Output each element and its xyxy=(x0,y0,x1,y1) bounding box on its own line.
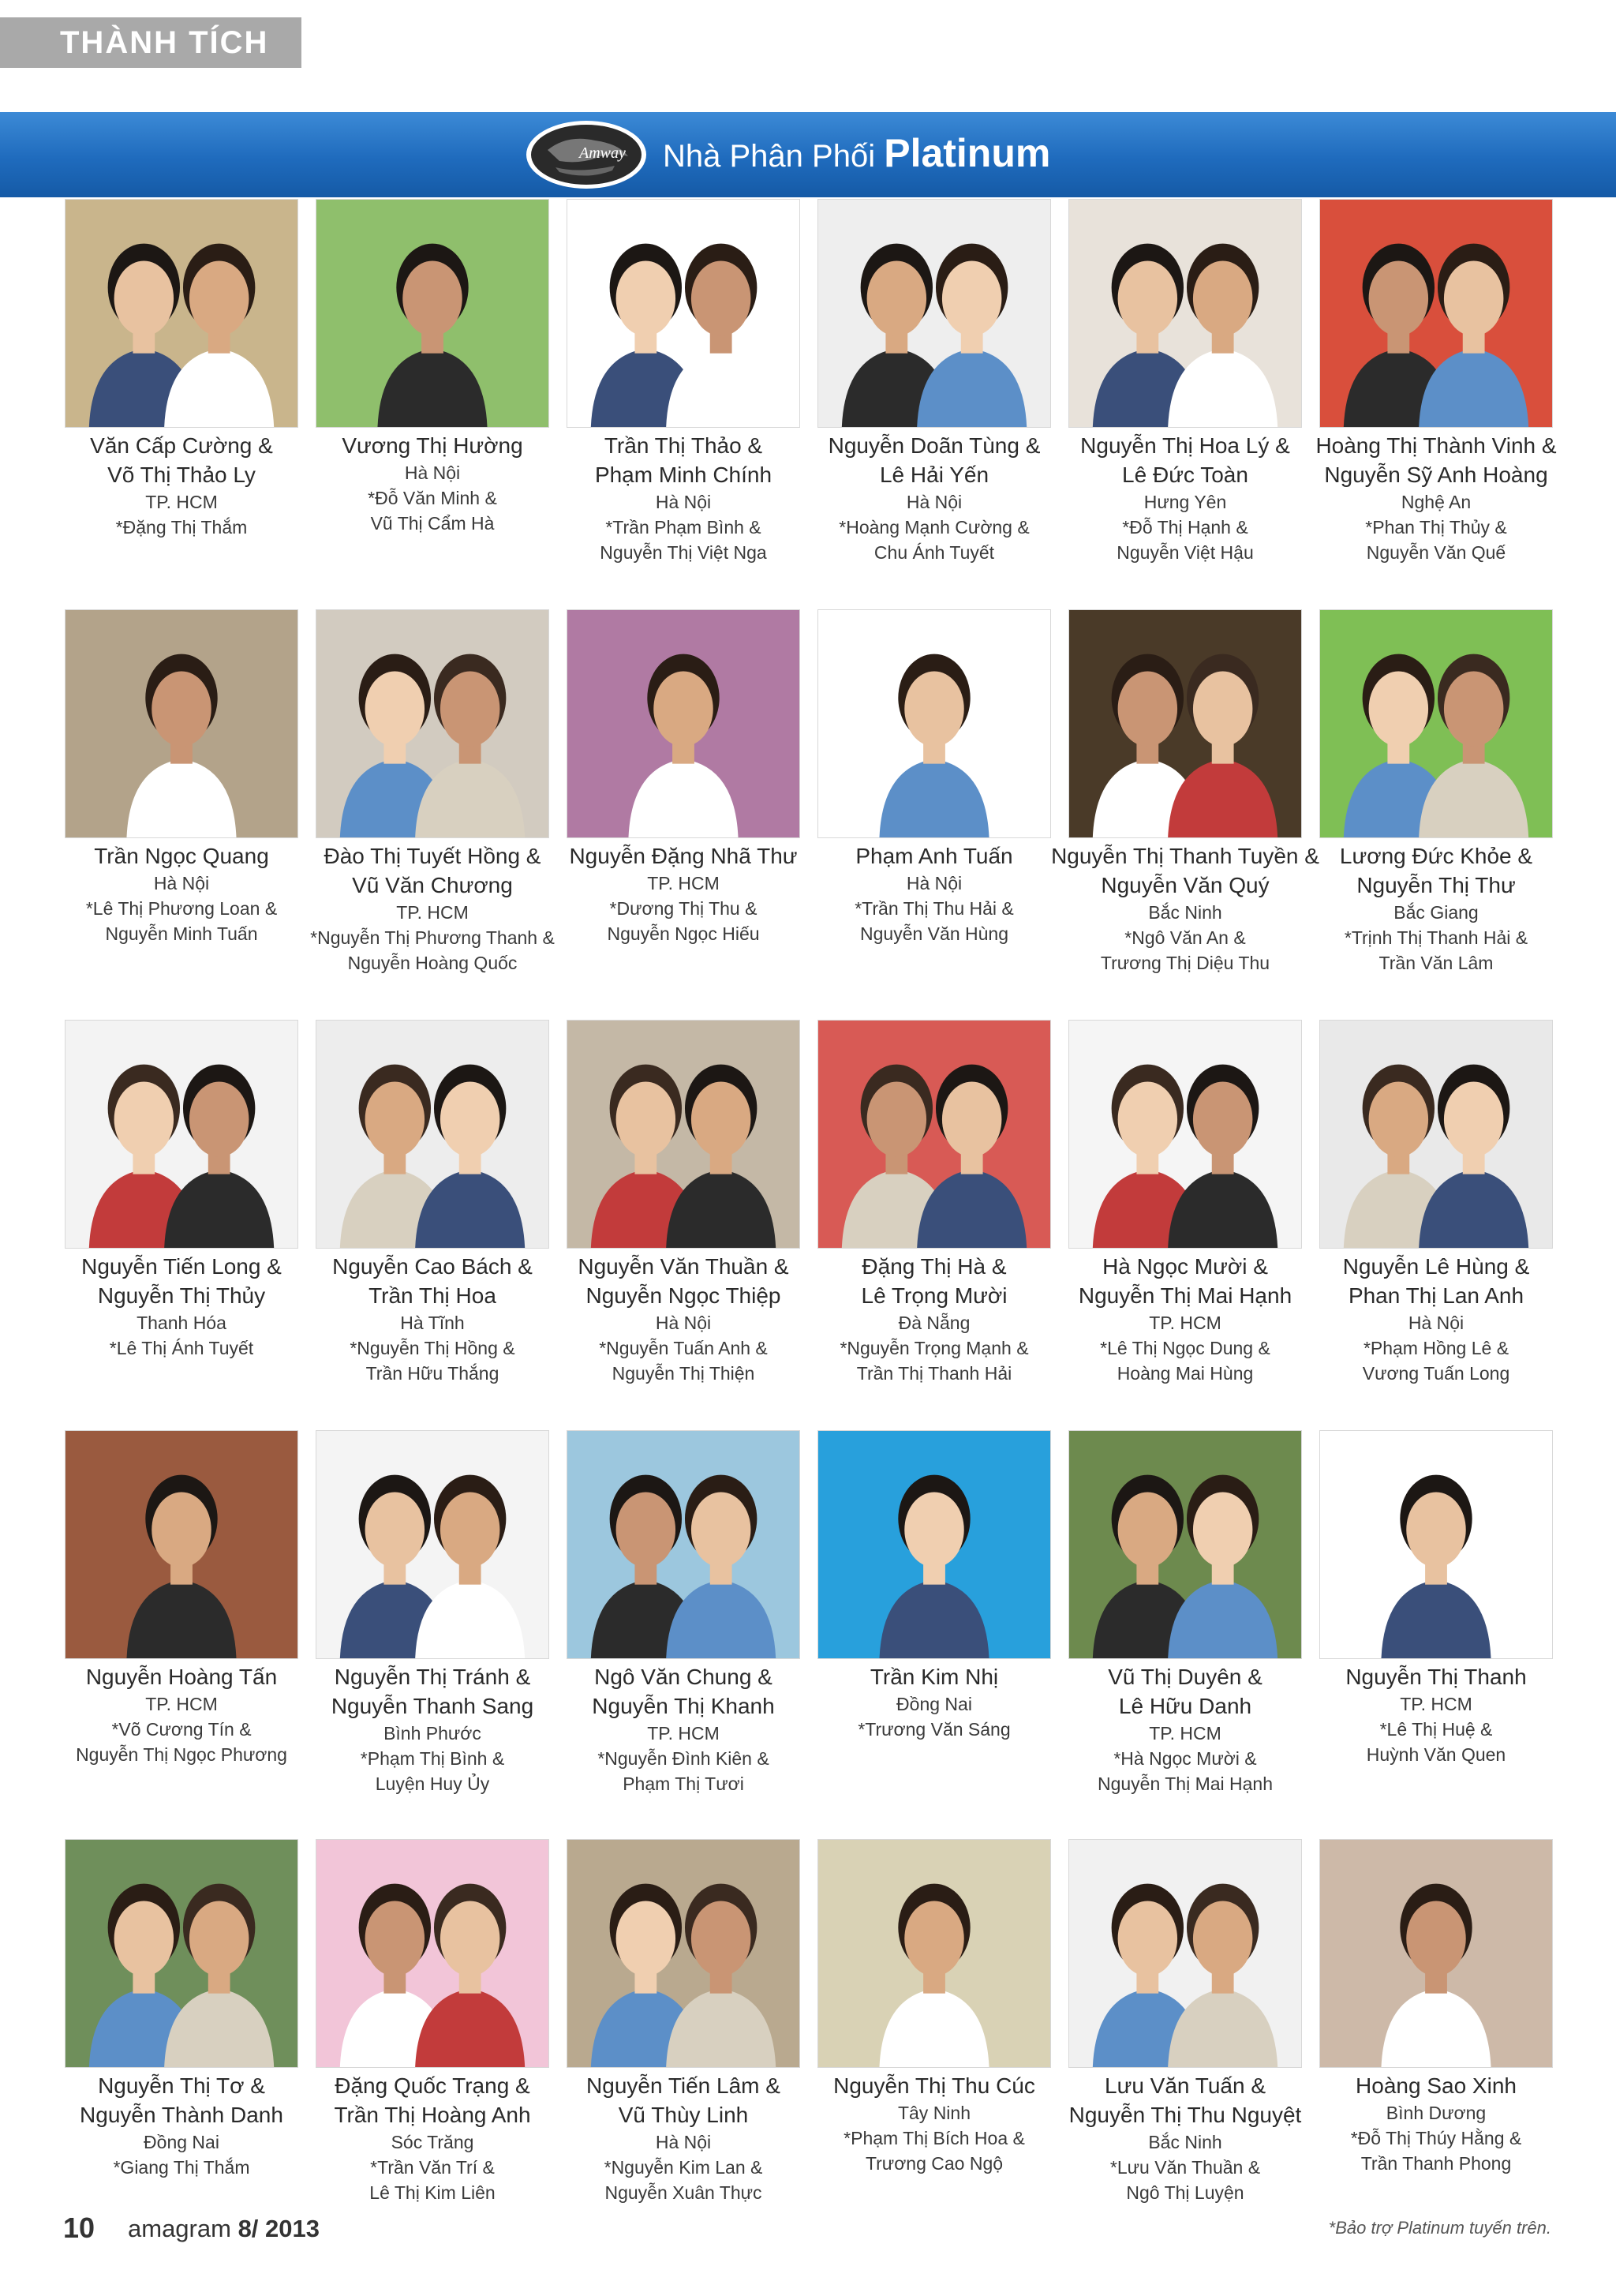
distributor-name: Nguyễn Thị Hoa Lý & xyxy=(1080,433,1290,458)
sponsor-name: *Nguyễn Tuấn Anh & xyxy=(599,1338,768,1358)
distributor-location: Hà Nội xyxy=(1408,1313,1464,1333)
portrait-photo xyxy=(65,199,298,428)
portrait-photo xyxy=(1319,199,1553,428)
distributor-location: Hà Nội xyxy=(404,463,461,483)
distributor-location: Tây Ninh xyxy=(897,2103,971,2123)
sponsor-name: *Nguyễn Trọng Mạnh & xyxy=(840,1338,1029,1358)
distributor-name: Đặng Thị Hà & xyxy=(862,1254,1007,1279)
portrait-silhouette-icon xyxy=(1320,200,1552,427)
distributor-caption xyxy=(800,1252,1068,1386)
distributor-name: Nguyễn Thị Khanh xyxy=(592,1694,775,1718)
sponsor-name: Ngô Thị Luyện xyxy=(1126,2182,1244,2203)
distributor-name: Nguyễn Hoàng Tấn xyxy=(85,1665,278,1689)
distributor-name: Nguyễn Thị Thu Cúc xyxy=(833,2073,1035,2098)
portrait-photo xyxy=(817,1839,1051,2068)
sponsor-name: Nguyễn Ngọc Hiếu xyxy=(607,923,760,944)
portrait-photo xyxy=(567,609,800,838)
sponsor-name: *Đỗ Văn Minh & xyxy=(368,488,497,508)
portrait-photo xyxy=(1068,1430,1302,1659)
distributor-name: Văn Cấp Cường & xyxy=(90,433,273,458)
sponsor-name: Vương Tuấn Long xyxy=(1362,1363,1510,1384)
distributor-location: TP. HCM xyxy=(145,1694,218,1714)
distributor-caption xyxy=(1302,841,1570,976)
distributor-caption xyxy=(1051,431,1319,565)
distributor-location: Hà Nội xyxy=(906,873,963,893)
portrait-photo xyxy=(65,1020,298,1249)
distributor-name: Trần Thị Thảo & xyxy=(604,433,763,458)
distributor-name: Nguyễn Thị Thủy xyxy=(97,1283,266,1308)
distributor-name: Lê Hữu Danh xyxy=(1118,1694,1252,1718)
sponsor-name: *Nguyễn Thị Phương Thanh & xyxy=(310,927,555,948)
distributor-caption xyxy=(800,1662,1068,1742)
distributor-name: Vũ Thùy Linh xyxy=(618,2103,749,2127)
portrait-silhouette-icon xyxy=(1320,610,1552,837)
sponsor-name: Trần Hữu Thắng xyxy=(365,1363,499,1384)
sponsor-name: Luyện Huy Ủy xyxy=(375,1774,490,1794)
distributor-location: Bình Dương xyxy=(1386,2103,1487,2123)
sponsor-name: *Lê Thị Ánh Tuyết xyxy=(109,1338,254,1358)
distributor-caption xyxy=(298,2071,567,2205)
sponsor-name: *Phạm Thị Bình & xyxy=(360,1748,505,1769)
footnote: *Bảo trợ Platinum tuyến trên. xyxy=(1328,2218,1551,2238)
sponsor-name: *Nguyễn Thị Hồng & xyxy=(350,1338,515,1358)
banner-title: Nhà Phân Phối Platinum xyxy=(663,131,1051,175)
portrait-silhouette-icon xyxy=(567,1840,799,2067)
distributor-name: Trần Thị Hoa xyxy=(368,1283,496,1308)
portrait-silhouette-icon xyxy=(65,1840,297,2067)
portrait-silhouette-icon xyxy=(316,1431,548,1658)
distributor-name: Đào Thị Tuyết Hồng & xyxy=(324,844,541,868)
distributor-location: Bắc Ninh xyxy=(1148,902,1222,923)
distributor-name: Nguyễn Ngọc Thiệp xyxy=(585,1283,781,1308)
distributor-caption xyxy=(298,841,567,976)
sponsor-name: Nguyễn Thị Mai Hạnh xyxy=(1097,1774,1274,1794)
portrait-silhouette-icon xyxy=(818,1431,1050,1658)
distributor-caption xyxy=(549,841,817,946)
distributor-location: Hà Nội xyxy=(153,873,210,893)
distributor-name: Võ Thị Thảo Ly xyxy=(107,463,256,487)
portrait-silhouette-icon xyxy=(65,1021,297,1248)
sponsor-name: *Dương Thị Thu & xyxy=(609,898,758,919)
distributor-caption xyxy=(1302,2071,1570,2176)
portrait-silhouette-icon xyxy=(1320,1431,1552,1658)
portrait-photo xyxy=(316,1430,549,1659)
portrait-silhouette-icon xyxy=(818,610,1050,837)
sponsor-name: Trần Thanh Phong xyxy=(1360,2153,1512,2174)
portrait-photo xyxy=(316,1020,549,1249)
portrait-photo xyxy=(65,1839,298,2068)
portrait-silhouette-icon xyxy=(567,610,799,837)
sponsor-name: Huỳnh Văn Quen xyxy=(1366,1744,1506,1765)
distributor-name: Vũ Văn Chương xyxy=(352,873,513,897)
distributor-name: Phạm Anh Tuấn xyxy=(855,844,1013,868)
distributor-location: TP. HCM xyxy=(647,873,720,893)
distributor-location: Hà Tĩnh xyxy=(400,1313,465,1333)
portrait-photo xyxy=(1068,1020,1302,1249)
sponsor-name: Trương Thị Diệu Thu xyxy=(1100,953,1270,973)
portrait-silhouette-icon xyxy=(1069,200,1301,427)
distributor-location: Hưng Yên xyxy=(1143,492,1227,512)
portrait-silhouette-icon xyxy=(818,1021,1050,1248)
distributor-name: Nguyễn Văn Thuần & xyxy=(578,1254,789,1279)
portrait-photo xyxy=(316,609,549,838)
portrait-silhouette-icon xyxy=(1320,1021,1552,1248)
sponsor-name: *Nguyễn Đình Kiên & xyxy=(597,1748,769,1769)
sponsor-name: Trương Cao Ngộ xyxy=(865,2153,1004,2174)
distributor-name: Nguyễn Cao Bách & xyxy=(332,1254,533,1279)
distributor-location: TP. HCM xyxy=(1400,1694,1472,1714)
distributor-name: Nguyễn Thị Thư xyxy=(1356,873,1516,897)
distributor-name: Lưu Văn Tuấn & xyxy=(1105,2073,1266,2098)
distributor-caption xyxy=(47,1252,316,1361)
sponsor-name: *Giang Thị Thắm xyxy=(113,2157,250,2178)
distributor-location: Hà Nội xyxy=(655,2132,712,2152)
sponsor-name: Nguyễn Minh Tuấn xyxy=(105,923,258,944)
portrait-photo xyxy=(1319,1430,1553,1659)
sponsor-name: *Lê Thị Huệ & xyxy=(1379,1719,1493,1740)
distributor-name: Nguyễn Tiến Long & xyxy=(81,1254,282,1279)
distributor-caption xyxy=(800,841,1068,946)
sponsor-name: *Phan Thị Thủy & xyxy=(1365,517,1507,537)
distributor-caption xyxy=(549,1662,817,1796)
distributor-name: Nguyễn Thị Tơ & xyxy=(98,2073,265,2098)
portrait-photo xyxy=(817,1020,1051,1249)
sponsor-name: *Hoàng Mạnh Cường & xyxy=(839,517,1030,537)
distributor-location: Nghệ An xyxy=(1401,492,1472,512)
portrait-photo xyxy=(1319,609,1553,838)
sponsor-name: Nguyễn Việt Hậu xyxy=(1117,542,1254,563)
distributor-location: TP. HCM xyxy=(396,902,469,923)
distributor-caption xyxy=(1302,1662,1570,1767)
sponsor-name: Nguyễn Hoàng Quốc xyxy=(347,953,518,973)
distributor-location: Hà Nội xyxy=(655,1313,712,1333)
distributor-name: Vương Thị Hường xyxy=(342,433,523,458)
platinum-banner xyxy=(0,112,1616,197)
portrait-silhouette-icon xyxy=(316,1021,548,1248)
svg-text:Amway: Amway xyxy=(579,144,626,162)
distributor-name: Trần Kim Nhị xyxy=(870,1665,999,1689)
portrait-photo xyxy=(567,1839,800,2068)
distributor-caption xyxy=(47,2071,316,2180)
distributor-caption xyxy=(800,431,1068,565)
sponsor-name: *Đỗ Thị Hạnh & xyxy=(1122,517,1248,537)
sponsor-name: *Lê Thị Phương Loan & xyxy=(85,898,278,919)
sponsor-name: Vũ Thị Cẩm Hà xyxy=(370,513,495,534)
distributor-name: Hà Ngọc Mười & xyxy=(1102,1254,1268,1279)
sponsor-name: *Trần Văn Trí & xyxy=(370,2157,495,2178)
distributor-caption xyxy=(1302,1252,1570,1386)
portrait-silhouette-icon xyxy=(316,1840,548,2067)
distributor-name: Hoàng Thị Thành Vinh & xyxy=(1315,433,1557,458)
sponsor-name: Lê Thị Kim Liên xyxy=(369,2182,496,2203)
distributor-caption xyxy=(549,1252,817,1386)
distributor-caption xyxy=(47,1662,316,1767)
portrait-photo xyxy=(1068,1839,1302,2068)
distributor-location: TP. HCM xyxy=(647,1723,720,1744)
distributor-name: Phan Thị Lan Anh xyxy=(1348,1283,1524,1308)
portrait-photo xyxy=(65,609,298,838)
sponsor-name: *Trịnh Thị Thanh Hải & xyxy=(1344,927,1528,948)
portrait-photo xyxy=(817,609,1051,838)
portrait-silhouette-icon xyxy=(65,610,297,837)
distributor-caption xyxy=(549,431,817,565)
distributor-location: Bắc Giang xyxy=(1393,902,1479,923)
sponsor-name: *Nguyễn Kim Lan & xyxy=(604,2157,763,2178)
distributor-name: Nguyễn Thị Thu Nguyệt xyxy=(1068,2103,1302,2127)
distributor-name: Đặng Quốc Trạng & xyxy=(335,2073,530,2098)
distributor-name: Nguyễn Doãn Tùng & xyxy=(828,433,1041,458)
distributor-location: Đồng Nai xyxy=(896,1694,972,1714)
portrait-silhouette-icon xyxy=(818,200,1050,427)
portrait-silhouette-icon xyxy=(1069,610,1301,837)
distributor-location: Đà Nẵng xyxy=(898,1313,971,1333)
sponsor-name: Chu Ánh Tuyết xyxy=(873,542,995,563)
distributor-location: Sóc Trăng xyxy=(391,2132,474,2152)
portrait-silhouette-icon xyxy=(1320,1840,1552,2067)
portrait-silhouette-icon xyxy=(316,610,548,837)
portrait-photo xyxy=(817,199,1051,428)
amway-globe-logo-icon xyxy=(524,118,649,191)
distributor-caption xyxy=(1302,431,1570,565)
portrait-photo xyxy=(65,1430,298,1659)
distributor-location: Thanh Hóa xyxy=(137,1313,226,1333)
portrait-silhouette-icon xyxy=(1069,1431,1301,1658)
sponsor-name: *Lê Thị Ngọc Dung & xyxy=(1100,1338,1270,1358)
sponsor-name: *Phạm Hồng Lê & xyxy=(1363,1338,1509,1358)
distributor-name: Nguyễn Tiến Lâm & xyxy=(586,2073,780,2098)
sponsor-name: *Ngô Văn An & xyxy=(1124,927,1246,948)
portrait-silhouette-icon xyxy=(1069,1021,1301,1248)
distributor-location: Bắc Ninh xyxy=(1148,2132,1222,2152)
distributor-name: Nguyễn Thị Thanh Tuyền & xyxy=(1051,844,1319,868)
distributor-caption xyxy=(1051,2071,1319,2205)
distributor-caption xyxy=(1051,1662,1319,1796)
sponsor-name: Nguyễn Văn Quế xyxy=(1366,542,1506,563)
sponsor-name: *Hà Ngọc Mười & xyxy=(1113,1748,1257,1769)
distributor-name: Lê Đức Toàn xyxy=(1122,463,1248,487)
distributor-location: TP. HCM xyxy=(1149,1313,1221,1333)
page-number: 10 xyxy=(63,2212,95,2244)
distributor-name: Vũ Thị Duyên & xyxy=(1108,1665,1262,1689)
distributor-caption xyxy=(298,431,567,536)
sponsor-name: Nguyễn Thị Thiện xyxy=(612,1363,755,1384)
distributor-name: Lương Đức Khỏe & xyxy=(1339,844,1533,868)
distributor-name: Nguyễn Thành Danh xyxy=(80,2103,283,2127)
sponsor-name: *Lưu Văn Thuần & xyxy=(1109,2157,1261,2178)
distributor-location: Đồng Nai xyxy=(144,2132,219,2152)
sponsor-name: Nguyễn Thị Việt Nga xyxy=(600,542,767,563)
distributor-name: Nguyễn Văn Quý xyxy=(1101,873,1270,897)
distributor-name: Hoàng Sao Xinh xyxy=(1356,2073,1517,2098)
distributor-caption xyxy=(47,841,316,946)
distributor-caption xyxy=(47,431,316,540)
magazine-issue: amagram 8/ 2013 xyxy=(128,2215,320,2242)
distributor-location: TP. HCM xyxy=(145,492,218,512)
distributor-name: Lê Hải Yến xyxy=(879,463,989,487)
portrait-photo xyxy=(1068,609,1302,838)
sponsor-name: Trần Thị Thanh Hải xyxy=(856,1363,1012,1384)
portrait-silhouette-icon xyxy=(65,200,297,427)
distributor-location: Bình Phước xyxy=(383,1723,481,1744)
sponsor-name: Nguyễn Văn Hùng xyxy=(860,923,1008,944)
sponsor-name: *Võ Cương Tín & xyxy=(111,1719,252,1740)
distributor-name: Nguyễn Lê Hùng & xyxy=(1342,1254,1530,1279)
portrait-silhouette-icon xyxy=(316,200,548,427)
portrait-photo xyxy=(567,199,800,428)
distributor-caption xyxy=(298,1252,567,1386)
portrait-photo xyxy=(817,1430,1051,1659)
sponsor-name: Phạm Thị Tươi xyxy=(623,1774,744,1794)
distributor-caption xyxy=(1051,1252,1319,1386)
sponsor-name: *Đỗ Thị Thúy Hằng & xyxy=(1350,2128,1522,2148)
sponsor-name: *Phạm Thị Bích Hoa & xyxy=(844,2128,1025,2148)
sponsor-name: Nguyễn Thị Ngọc Phương xyxy=(76,1744,287,1765)
portrait-silhouette-icon xyxy=(567,1431,799,1658)
portrait-silhouette-icon xyxy=(65,1431,297,1658)
section-title: THÀNH TÍCH xyxy=(0,17,301,68)
portrait-silhouette-icon xyxy=(1069,1840,1301,2067)
portrait-photo xyxy=(567,1430,800,1659)
distributor-name: Trần Ngọc Quang xyxy=(94,844,269,868)
sponsor-name: Nguyễn Xuân Thực xyxy=(604,2182,762,2203)
sponsor-name: Trần Văn Lâm xyxy=(1378,953,1494,973)
distributor-caption xyxy=(549,2071,817,2205)
portrait-photo xyxy=(567,1020,800,1249)
distributor-name: Nguyễn Thị Thanh xyxy=(1345,1665,1527,1689)
distributor-name: Nguyễn Đặng Nhã Thư xyxy=(569,844,798,868)
distributor-location: Hà Nội xyxy=(906,492,963,512)
distributor-name: Phạm Minh Chính xyxy=(594,463,772,487)
distributor-name: Nguyễn Thị Mai Hạnh xyxy=(1078,1283,1292,1308)
portrait-photo xyxy=(1319,1839,1553,2068)
sponsor-name: *Trần Thị Thu Hải & xyxy=(855,898,1014,919)
sponsor-name: Hoàng Mai Hùng xyxy=(1117,1363,1254,1384)
distributor-name: Nguyễn Thị Tránh & xyxy=(334,1665,531,1689)
portrait-photo xyxy=(1068,199,1302,428)
portrait-silhouette-icon xyxy=(567,1021,799,1248)
distributor-name: Nguyễn Sỹ Anh Hoàng xyxy=(1324,463,1548,487)
portrait-photo xyxy=(1319,1020,1553,1249)
portrait-photo xyxy=(316,1839,549,2068)
distributor-caption xyxy=(1051,841,1319,976)
distributor-name: Ngô Văn Chung & xyxy=(594,1665,772,1689)
distributor-name: Nguyễn Thanh Sang xyxy=(331,1694,534,1718)
distributor-name: Lê Trọng Mười xyxy=(861,1283,1008,1308)
distributor-caption xyxy=(298,1662,567,1796)
distributor-location: Hà Nội xyxy=(655,492,712,512)
portrait-photo xyxy=(316,199,549,428)
distributor-location: TP. HCM xyxy=(1149,1723,1221,1744)
portrait-silhouette-icon xyxy=(818,1840,1050,2067)
sponsor-name: *Đặng Thị Thắm xyxy=(115,517,248,537)
distributor-caption xyxy=(800,2071,1068,2176)
sponsor-name: *Trần Phạm Bình & xyxy=(605,517,761,537)
distributor-name: Trần Thị Hoàng Anh xyxy=(334,2103,531,2127)
sponsor-name: *Trương Văn Sáng xyxy=(858,1719,1011,1740)
portrait-silhouette-icon xyxy=(567,200,799,427)
